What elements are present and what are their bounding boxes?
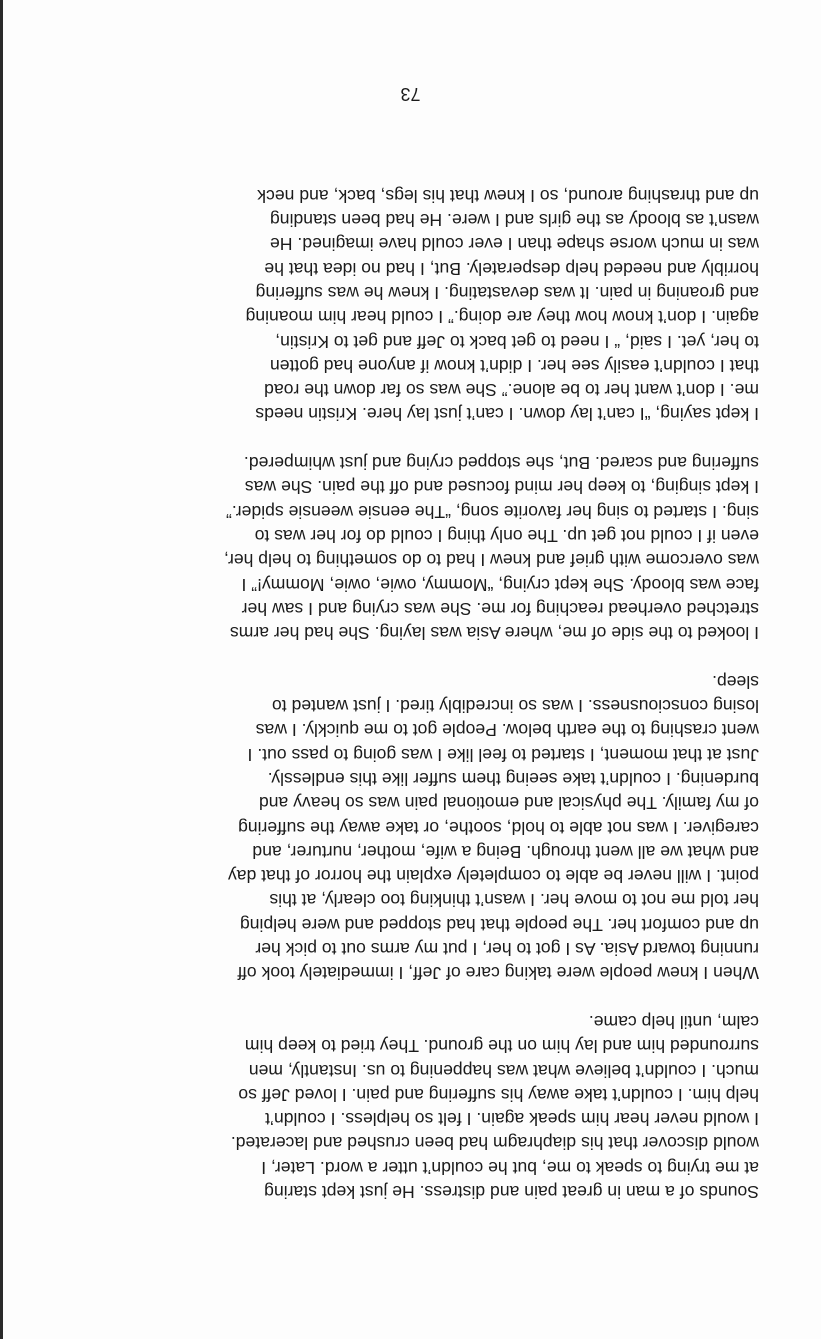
body-text — [69, 159, 759, 1204]
page-number: 73 — [400, 84, 421, 104]
paragraph-1: Sounds of a man in great pain and distress. He just kept staring at me trying to speak to me, but he couldn’t utter a word. Later, I would discover that his diaphragm had been crushed and lacerated. I would never hear him speak again. I felt so helpless. I couldn’t help him. I couldn’t take away his suffering and pain. I loved Jeff so much. I couldn’t believe what was happening to us. Instantly, men surrounded him and lay him on the ground. They tried to keep him calm, until help came. — [230, 1011, 759, 1202]
paragraph-2: When I knew people were taking care of Jeff, I immediately took off running toward Asia. As I got to her, I put my arms out to pick her up and comfort her. The people that had stopped and were helping her told me not to move her. I wasn’t thinking too clearly, at this point. I will never be able to completely explain the horror of that day and what we all went through. Being a wife, mother, nurturer, and caregiver. I was not able to hold, soothe, or take away the suffering of my family. The physical and emotional pain was so heavy and burdening. I couldn’t take seeing them suffer like this endlessly. Just at that moment, I started to feel like I was going to pass out. I went crashing to the earth below. People got to me quickly. I was losing consciousness. I was so incredibly tired. I just wanted to sleep. — [227, 671, 759, 984]
paragraph-4: I kept saying, “I can’t lay down. I can’t just lay here. Kristin needs me. I don’t want her to be alone.” She was so far down the road that I couldn’t easily see her. I didn’t know if anyone had gotten to her, yet. I said, “ I need to get back to Jeff and get to Kristin, again. I don’t know how they are doing.” I could hear him moaning and groaning in pain. It was devastating. I knew he was suffering horribly and needed help desperately. But, I had no idea that he was in much worse shape than I ever could have imagined. He wasn’t as bloody as the girls and I were. He had been standing up and thrashing around, so I knew that his legs, back, and neck — [245, 185, 759, 425]
paragraph-3: I looked to the side of me, where Asia was laying. She had her arms stretched overhead reaching for me. She was crying and I saw her face was bloody. She kept crying, “Mommy, owie, owie, Mommy!” I was overcome with grief and knew I had to do something to help her, even if I could not get up. The only thing I could do for her was to sing. I started to sing her favorite song, “The eensie weensie spider.” I kept singing, to keep her mind focused and off the pain. She was suffering and scared. But, she stopped crying and just whimpered. — [224, 453, 759, 644]
